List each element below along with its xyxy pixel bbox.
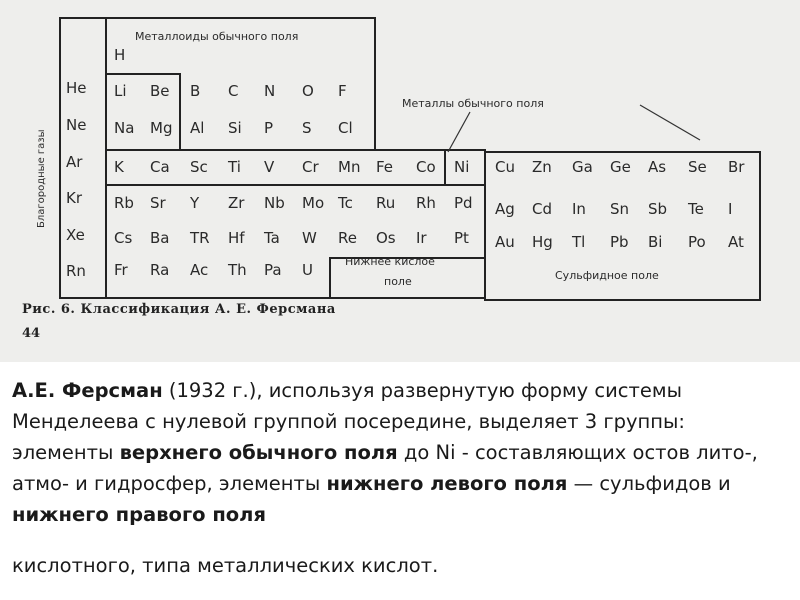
element-ac: Ac	[190, 261, 209, 279]
element-pd: Pd	[454, 194, 473, 212]
element-kr: Kr	[66, 189, 83, 207]
element-ar: Ar	[66, 153, 83, 171]
element-nb: Nb	[264, 194, 285, 212]
element-he: He	[66, 79, 87, 97]
element-at: At	[728, 233, 744, 251]
paragraph-1: А.Е. Ферсман (1932 г.), используя развернутую форму системы Менделеева с нулевой группой посередине, выделяет 3 группы: элементы верхнего обычного поля до Ni - составляющих остов лито-, атмо- и гидросфер, элементы нижнего левого поля — сульфидов и нижнего правого поля	[12, 379, 758, 526]
element-ba: Ba	[150, 229, 170, 247]
element-tl: Tl	[572, 233, 586, 251]
element-ag: Ag	[495, 200, 515, 218]
element-i: I	[728, 200, 733, 218]
element-tr: TR	[190, 229, 210, 247]
element-ne: Ne	[66, 116, 87, 134]
metals-label: Металлы обычного поля	[402, 97, 544, 110]
sulfide-field-label: Сульфидное поле	[555, 269, 659, 282]
element-mg: Mg	[150, 119, 173, 137]
figure-caption: Рис. 6. Классификация А. Е. Ферсмана	[22, 302, 336, 317]
element-b: B	[190, 82, 201, 100]
element-cs: Cs	[114, 229, 133, 247]
element-u: U	[302, 261, 313, 279]
element-ra: Ra	[150, 261, 170, 279]
element-cd: Cd	[532, 200, 552, 218]
element-se: Se	[688, 158, 707, 176]
element-zn: Zn	[532, 158, 552, 176]
element-w: W	[302, 229, 317, 247]
upper-field-label: Металлоиды обычного поля	[135, 30, 299, 43]
element-th: Th	[228, 261, 247, 279]
page-number: 44	[22, 326, 41, 341]
noble-gases-label: Благородные газы	[36, 129, 47, 228]
element-li: Li	[114, 82, 127, 100]
element-pb: Pb	[610, 233, 629, 251]
author-name: А.Е. Ферсман	[12, 379, 163, 402]
lower-left-field-term: нижнего левого поля	[326, 472, 568, 495]
lower-acid-label-1: Нижнее кислое	[345, 255, 435, 268]
element-c: C	[228, 82, 239, 100]
element-tc: Tc	[338, 194, 353, 212]
element-s: S	[302, 119, 312, 137]
element-f: F	[338, 82, 347, 100]
element-ga: Ga	[572, 158, 593, 176]
element-co: Co	[416, 158, 436, 176]
element-re: Re	[338, 229, 357, 247]
element-ti: Ti	[228, 158, 241, 176]
element-rn: Rn	[66, 262, 86, 280]
element-bi: Bi	[648, 233, 663, 251]
element-sr: Sr	[150, 194, 166, 212]
element-rb: Rb	[114, 194, 134, 212]
element-as: As	[648, 158, 667, 176]
element-cr: Cr	[302, 158, 319, 176]
element-au: Au	[495, 233, 515, 251]
element-y: Y	[190, 194, 200, 212]
element-hf: Hf	[228, 229, 245, 247]
element-cu: Cu	[495, 158, 515, 176]
element-ni: Ni	[454, 158, 470, 176]
element-pt: Pt	[454, 229, 469, 247]
element-si: Si	[228, 119, 242, 137]
element-h: H	[114, 46, 126, 64]
element-te: Te	[688, 200, 704, 218]
element-xe: Xe	[66, 226, 85, 244]
element-ge: Ge	[610, 158, 631, 176]
element-na: Na	[114, 119, 135, 137]
element-sn: Sn	[610, 200, 630, 218]
element-ir: Ir	[416, 229, 427, 247]
element-al: Al	[190, 119, 205, 137]
element-ru: Ru	[376, 194, 396, 212]
element-hg: Hg	[532, 233, 553, 251]
element-cl: Cl	[338, 119, 353, 137]
element-ta: Ta	[264, 229, 280, 247]
body-text	[12, 375, 792, 581]
element-rh: Rh	[416, 194, 436, 212]
element-zr: Zr	[228, 194, 245, 212]
element-p: P	[264, 119, 274, 137]
upper-field-term: верхнего обычного поля	[119, 441, 398, 464]
element-be: Be	[150, 82, 170, 100]
lower-right-field-term: нижнего правого поля	[12, 503, 266, 526]
element-mn: Mn	[338, 158, 361, 176]
paragraph-2: кислотного, типа металлических кислот.	[12, 554, 439, 577]
element-ca: Ca	[150, 158, 170, 176]
lower-acid-label-2: поле	[384, 275, 412, 288]
element-k: K	[114, 158, 124, 176]
element-sb: Sb	[648, 200, 668, 218]
element-fr: Fr	[114, 261, 128, 279]
element-symbols	[66, 46, 745, 280]
element-sc: Sc	[190, 158, 208, 176]
element-mo: Mo	[302, 194, 325, 212]
element-in: In	[572, 200, 586, 218]
element-os: Os	[376, 229, 396, 247]
element-br: Br	[728, 158, 745, 176]
element-fe: Fe	[376, 158, 394, 176]
element-pa: Pa	[264, 261, 282, 279]
element-po: Po	[688, 233, 706, 251]
element-n: N	[264, 82, 276, 100]
element-o: O	[302, 82, 314, 100]
element-v: V	[264, 158, 275, 176]
